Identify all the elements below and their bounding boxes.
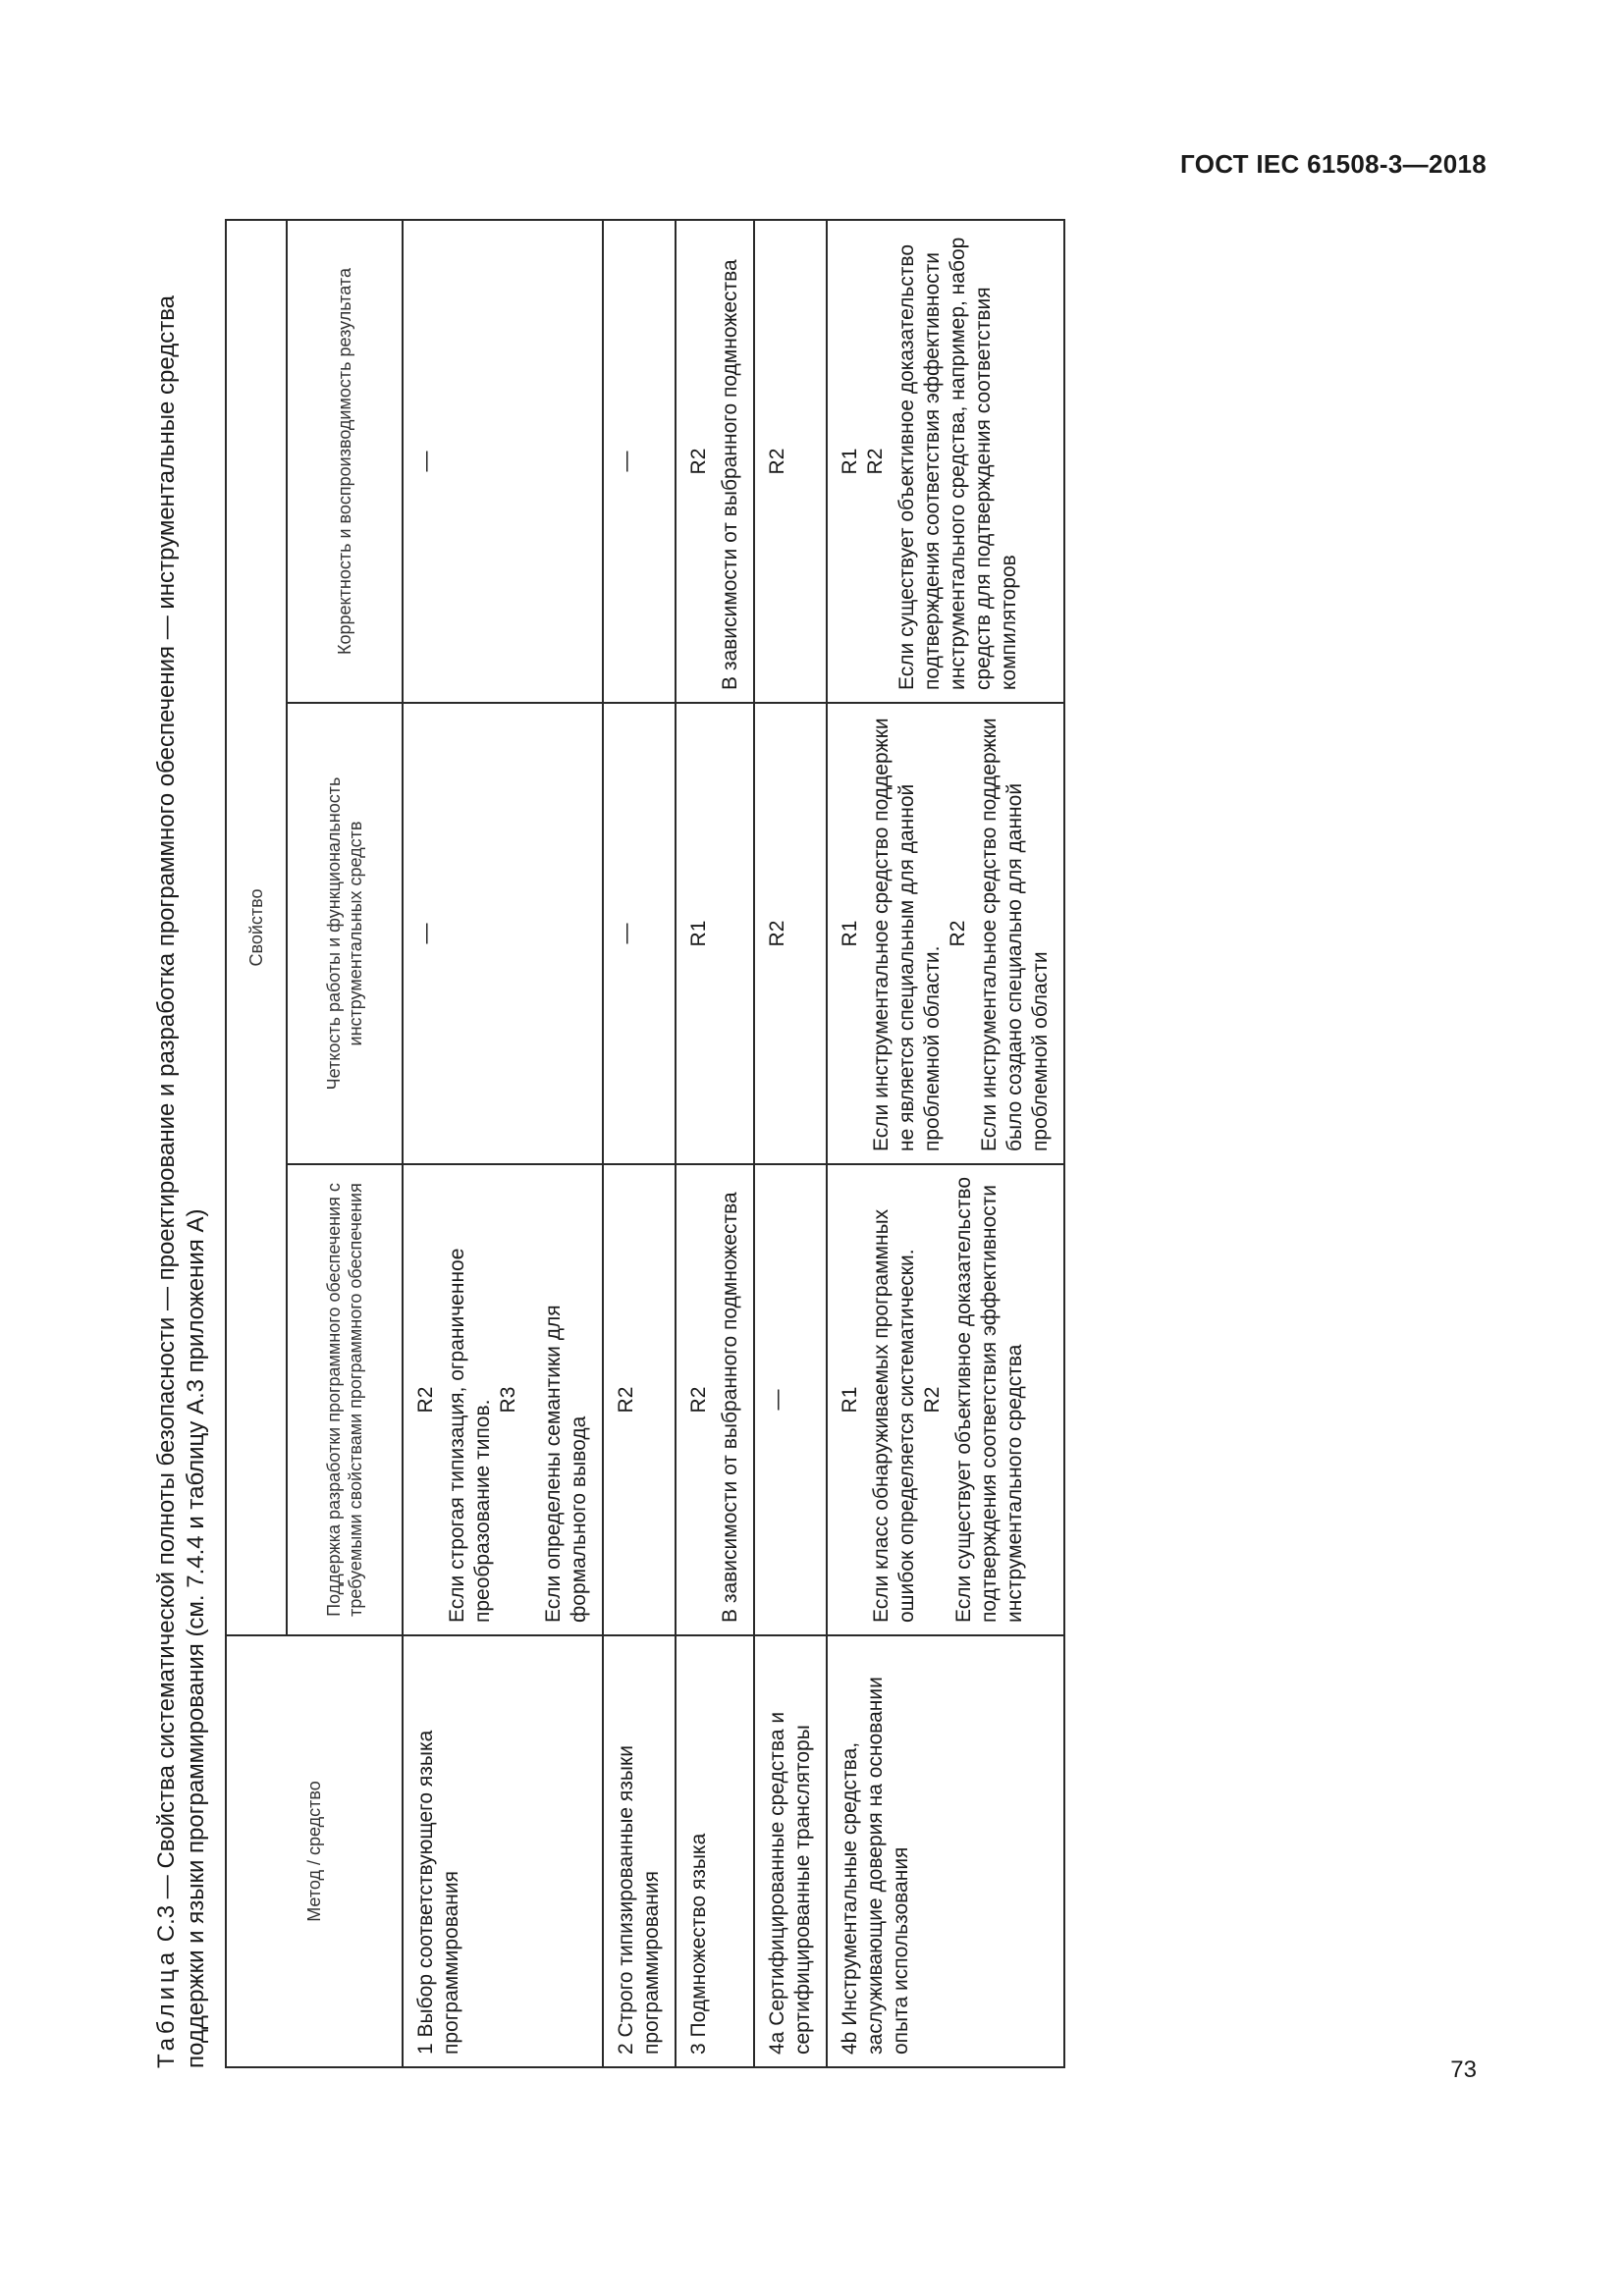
row1-clarity: —	[403, 703, 603, 1164]
row3-correctness: R2 В зависимости от выбранного подмножества	[676, 220, 754, 703]
row4a-clarity: R2	[754, 703, 827, 1164]
table-row	[827, 220, 1064, 2067]
row3-support: R2 В зависимости от выбранного подмножества	[676, 1164, 754, 1635]
header-correctness: Корректность и воспроизводимость результата	[287, 220, 403, 703]
row4b-method: 4b Инструментальные средства, заслуживающие доверия на основании опыта использования	[827, 1635, 1064, 2067]
caption-text: С.3 — Свойства систематической полноты безопасности — проектирование и разработка программного обеспечения — инструментальные средства поддержки и языки программирования (см. 7.4.4 и таблицу А.3 приложения А)	[153, 294, 209, 2068]
row3-method: 3 Подмножество языка	[676, 1635, 754, 2067]
table-row	[603, 220, 676, 2067]
header-property: Свойство	[226, 220, 287, 1635]
row2-clarity: —	[603, 703, 676, 1164]
row1-support: R2 Если строгая типизация, ограниченное преобразование типов. R3 Если определены семантики для формального вывода	[403, 1164, 603, 1635]
row4b-correctness: R1 R2 Если существует объективное доказательство подтверждения соответствия эффективности инструментального средства, например, набор средств для подтверждения соответствия компиляторов	[827, 220, 1064, 703]
row1-method: 1 Выбор соответствующего языка программирования	[403, 1635, 603, 2067]
row4a-correctness: R2	[754, 220, 827, 703]
caption-prefix: Таблица	[153, 1948, 180, 2068]
row2-support: R2	[603, 1164, 676, 1635]
table-row	[676, 220, 754, 2067]
row4b-support: R1 Если класс обнаруживаемых программных ошибок определяется систематически. R2 Если существует объективное доказательство подтверждения соответствия эффективности инструментального средства	[827, 1164, 1064, 1635]
row1-correctness: —	[403, 220, 603, 703]
row2-correctness: —	[603, 220, 676, 703]
row4a-method: 4a Сертифицированные средства и сертифицированные трансляторы	[754, 1635, 827, 2067]
table-row	[754, 220, 827, 2067]
row4b-clarity: R1 Если инструментальное средство поддержки не является специальным для данной проблемной области. R2 Если инструментальное средство поддержки было создано специально для данной проблемной области	[827, 703, 1064, 1164]
row3-clarity: R1	[676, 703, 754, 1164]
standard-code: ГОСТ IEC 61508-3—2018	[1180, 149, 1487, 179]
rotated-table-block	[152, 221, 1208, 2068]
page-number: 73	[1450, 2056, 1477, 2083]
table-caption	[152, 221, 211, 2068]
header-clarity: Четкость работы и функциональность инструментальных средств	[287, 703, 403, 1164]
row2-method: 2 Строго типизированные языки программирования	[603, 1635, 676, 2067]
header-method: Метод / средство	[226, 1635, 403, 2067]
table-row	[403, 220, 603, 2067]
row4a-support: —	[754, 1164, 827, 1635]
properties-table	[225, 219, 1065, 2068]
header-support: Поддержка разработки программного обеспечения с требуемыми свойствами программного обеспечения	[287, 1164, 403, 1635]
